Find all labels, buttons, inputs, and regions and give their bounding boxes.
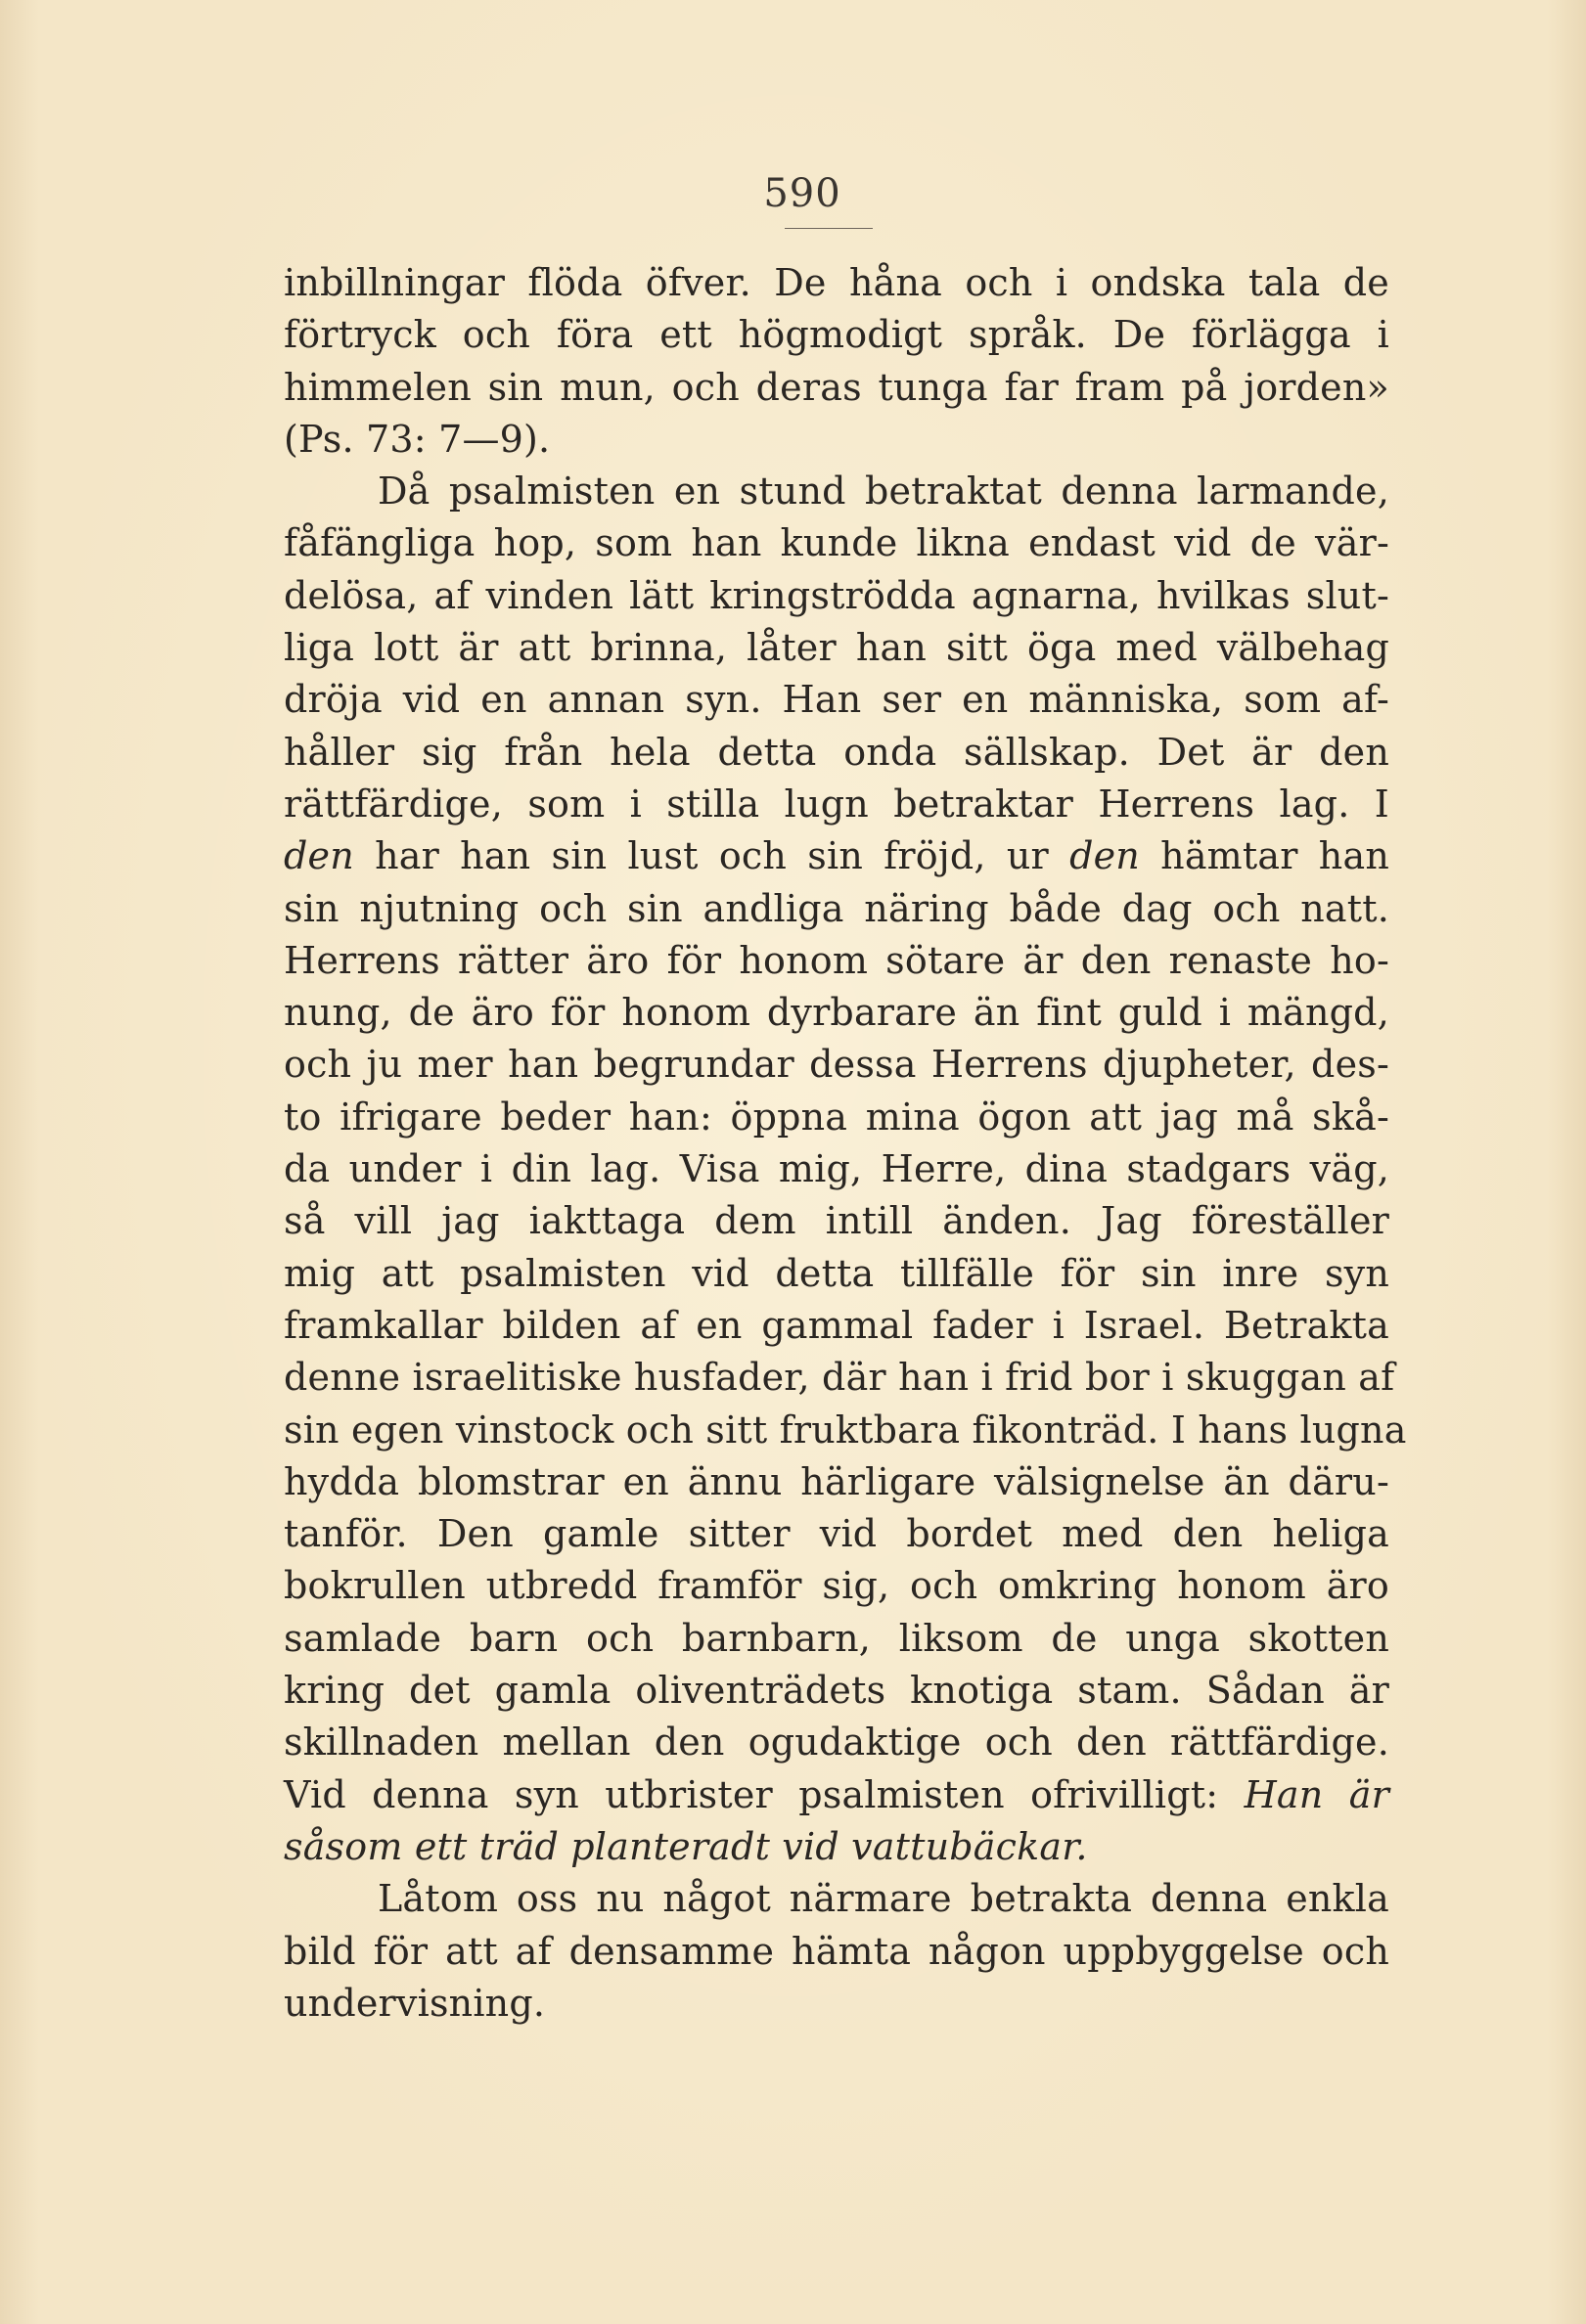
text-segment: (Ps. 73: 7—9).	[284, 417, 551, 461]
text-line	[284, 1978, 1389, 2030]
text-segment: kring det gamla oliventrädets knotiga stam. Sådan är	[284, 1669, 1389, 1713]
text-line	[284, 1352, 1395, 1404]
text-line	[284, 883, 1389, 935]
text-line	[284, 1926, 1389, 1978]
italic-text-segment: Han är	[1244, 1772, 1389, 1816]
text-line	[284, 1508, 1389, 1560]
body-text	[284, 257, 1407, 2030]
text-segment: sin njutning och sin andliga näring både dag och natt.	[284, 886, 1389, 930]
text-line	[284, 1665, 1389, 1717]
text-segment: Vid denna syn utbrister psalmisten ofrivilligt:	[284, 1772, 1245, 1816]
text-segment: delösa, af vinden lätt kringströdda agnarna, hvilkas slut-	[284, 573, 1389, 617]
text-segment: tanför. Den gamle sitter vid bordet med den heliga	[284, 1512, 1389, 1556]
text-line	[284, 570, 1389, 622]
text-line	[284, 1560, 1389, 1612]
italic-text-segment: den	[1069, 834, 1140, 878]
text-line	[284, 517, 1389, 569]
text-line	[284, 1405, 1407, 1456]
text-segment: da under i din lag. Visa mig, Herre, dina stadgars väg,	[284, 1147, 1389, 1191]
text-line	[284, 727, 1389, 779]
text-segment: hämtar han	[1139, 834, 1389, 878]
text-line	[284, 622, 1389, 674]
text-line	[284, 1195, 1389, 1247]
text-segment: Då psalmisten en stund betraktat denna larmande,	[378, 469, 1389, 514]
text-line	[284, 674, 1389, 726]
text-line	[284, 1873, 1389, 1925]
text-segment: fåfängliga hop, som han kunde likna endast vid de vär-	[284, 521, 1389, 565]
text-segment: samlade barn och barnbarn, liksom de unga skotten	[284, 1616, 1389, 1660]
text-line	[284, 1143, 1389, 1195]
text-segment: förtryck och föra ett högmodigt språk. De förlägga i	[284, 313, 1389, 357]
page-number-rule	[785, 228, 873, 229]
text-line	[284, 987, 1389, 1039]
page-number: 590	[763, 171, 841, 216]
text-segment: framkallar bilden af en gammal fader i Israel. Betrakta	[284, 1303, 1389, 1347]
text-line	[284, 466, 1389, 517]
text-line	[284, 935, 1389, 987]
text-segment: denne israelitiske husfader, där han i frid bor i skuggan af	[284, 1356, 1395, 1400]
text-line	[284, 830, 1389, 882]
text-segment: bokrullen utbredd framför sig, och omkring honom äro	[284, 1564, 1389, 1608]
text-line	[284, 1456, 1389, 1508]
text-segment: mig att psalmisten vid detta tillfälle för sin inre syn	[284, 1251, 1389, 1295]
text-segment: hydda blomstrar en ännu härligare välsignelse än däru-	[284, 1459, 1389, 1503]
text-line	[284, 1248, 1389, 1300]
text-line	[284, 1769, 1389, 1821]
text-segment: dröja vid en annan syn. Han ser en människa, som af-	[284, 678, 1389, 722]
text-line	[284, 1300, 1389, 1352]
text-line	[284, 362, 1389, 414]
text-line	[284, 414, 1389, 466]
text-segment: har han sin lust och sin fröjd, ur	[353, 834, 1070, 878]
text-line	[284, 257, 1389, 309]
text-segment: så vill jag iakttaga dem intill änden. Jag föreställer	[284, 1199, 1389, 1243]
text-line	[284, 1039, 1389, 1091]
italic-text-segment: den	[284, 834, 354, 878]
text-segment: liga lott är att brinna, låter han sitt öga med välbehag	[284, 626, 1389, 670]
text-line	[284, 1613, 1389, 1665]
text-segment: undervisning.	[284, 1981, 546, 2025]
text-line	[284, 779, 1389, 830]
text-segment: bild för att af densamme hämta någon uppbyggelse och	[284, 1929, 1389, 1973]
text-segment: håller sig från hela detta onda sällskap. Det är den	[284, 730, 1389, 774]
text-line	[284, 309, 1389, 361]
italic-text-segment: såsom ett träd planteradt vid vattubäckar.	[284, 1824, 1088, 1868]
text-segment: sin egen vinstock och sitt fruktbara fikonträd. I hans lugna	[284, 1408, 1407, 1452]
text-segment: to ifrigare beder han: öppna mina ögon att jag må skå-	[284, 1095, 1389, 1139]
text-line	[284, 1092, 1389, 1143]
text-segment: Herrens rätter äro för honom sötare är den renaste ho-	[284, 938, 1389, 982]
text-line	[284, 1821, 1389, 1873]
text-segment: rättfärdige, som i stilla lugn betraktar Herrens lag. I	[284, 782, 1389, 826]
text-segment: Låtom oss nu något närmare betrakta denna enkla	[378, 1877, 1389, 1921]
text-segment: och ju mer han begrundar dessa Herrens djupheter, des-	[284, 1043, 1389, 1087]
text-segment: nung, de äro för honom dyrbarare än fint guld i mängd,	[284, 991, 1389, 1035]
text-segment: skillnaden mellan den ogudaktige och den rättfärdige.	[284, 1721, 1389, 1765]
text-line	[284, 1717, 1389, 1768]
text-segment: inbillningar flöda öfver. De håna och i ondska tala de	[284, 261, 1389, 304]
text-segment: himmelen sin mun, och deras tunga far fram på jorden»	[284, 365, 1389, 409]
